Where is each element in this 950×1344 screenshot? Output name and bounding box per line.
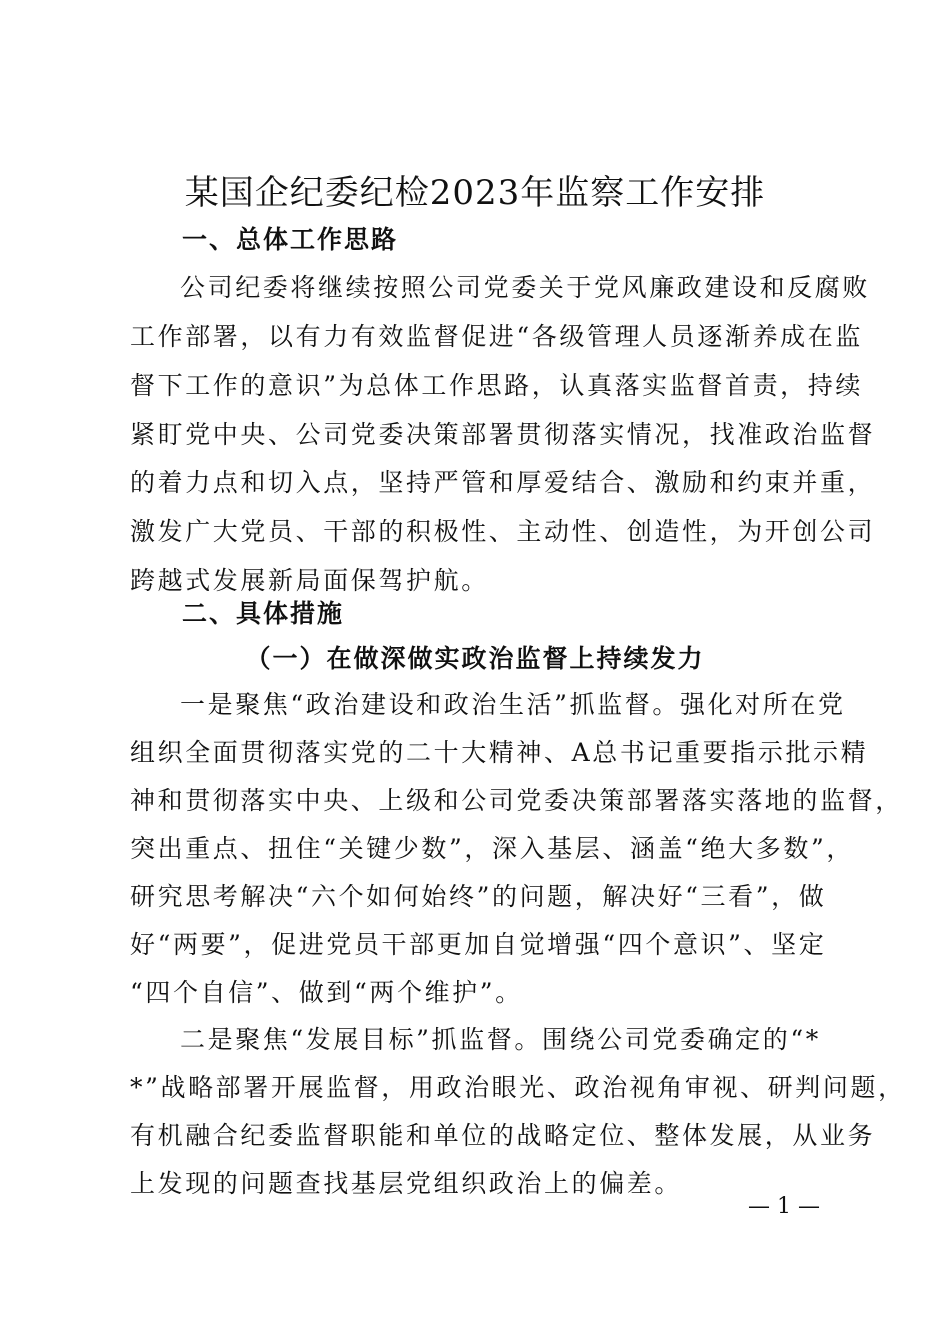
paragraph-line: 好“两要”，促进党员干部更加自觉增强“四个意识”、坚定	[130, 930, 827, 959]
section-heading-overall: 一、总体工作思路	[182, 225, 399, 254]
paragraph-line: 工作部署，以有力有效监督促进“各级管理人员逐渐养成在监	[130, 322, 863, 351]
paragraph-line: 督下工作的意识”为总体工作思路，认真落实监督首责，持续	[130, 371, 863, 400]
paragraph-line: 的着力点和切入点，坚持严管和厚爱结合、激励和约束并重，	[130, 468, 876, 497]
document-title: 某国企纪委纪检2023年监察工作安排	[184, 173, 766, 213]
section-heading-measures: 二、具体措施	[182, 599, 345, 628]
paragraph-line: 上发现的问题查找基层党组织政治上的偏差。	[130, 1169, 683, 1198]
paragraph-line: 研究思考解决“六个如何始终”的问题，解决好“三看”，做	[130, 882, 827, 911]
paragraph-line: 紧盯党中央、公司党委决策部署贯彻落实情况，找准政治监督	[130, 420, 876, 449]
paragraph-line: 激发广大党员、干部的积极性、主动性、创造性，为开创公司	[130, 517, 876, 546]
paragraph-line: 突出重点、扭住“关键少数”，深入基层、涵盖“绝大多数”，	[130, 834, 854, 863]
paragraph-line: 跨越式发展新局面保驾护航。	[130, 566, 489, 595]
page-number: — 1 —	[748, 1194, 820, 1219]
paragraph-line: 神和贯彻落实中央、上级和公司党委决策部署落实落地的监督，	[130, 786, 903, 815]
paragraph-line: 组织全面贯彻落实党的二十大精神、A总书记重要指示批示精	[130, 738, 869, 767]
paragraph-line: 公司纪委将继续按照公司党委关于党风廉政建设和反腐败	[180, 273, 871, 302]
paragraph-line: 有机融合纪委监督职能和单位的战略定位、整体发展，从业务	[130, 1121, 876, 1150]
subsection-heading: （一）在做深做实政治监督上持续发力	[245, 644, 705, 673]
paragraph-line: 二是聚焦“发展目标”抓监督。围绕公司党委确定的“*	[180, 1025, 821, 1054]
paragraph-line: “四个自信”、做到“两个维护”。	[130, 978, 523, 1007]
paragraph-line: *”战略部署开展监督，用政治眼光、政治视角审视、研判问题，	[130, 1073, 906, 1102]
paragraph-line: 一是聚焦“政治建设和政治生活”抓监督。强化对所在党	[180, 690, 846, 719]
